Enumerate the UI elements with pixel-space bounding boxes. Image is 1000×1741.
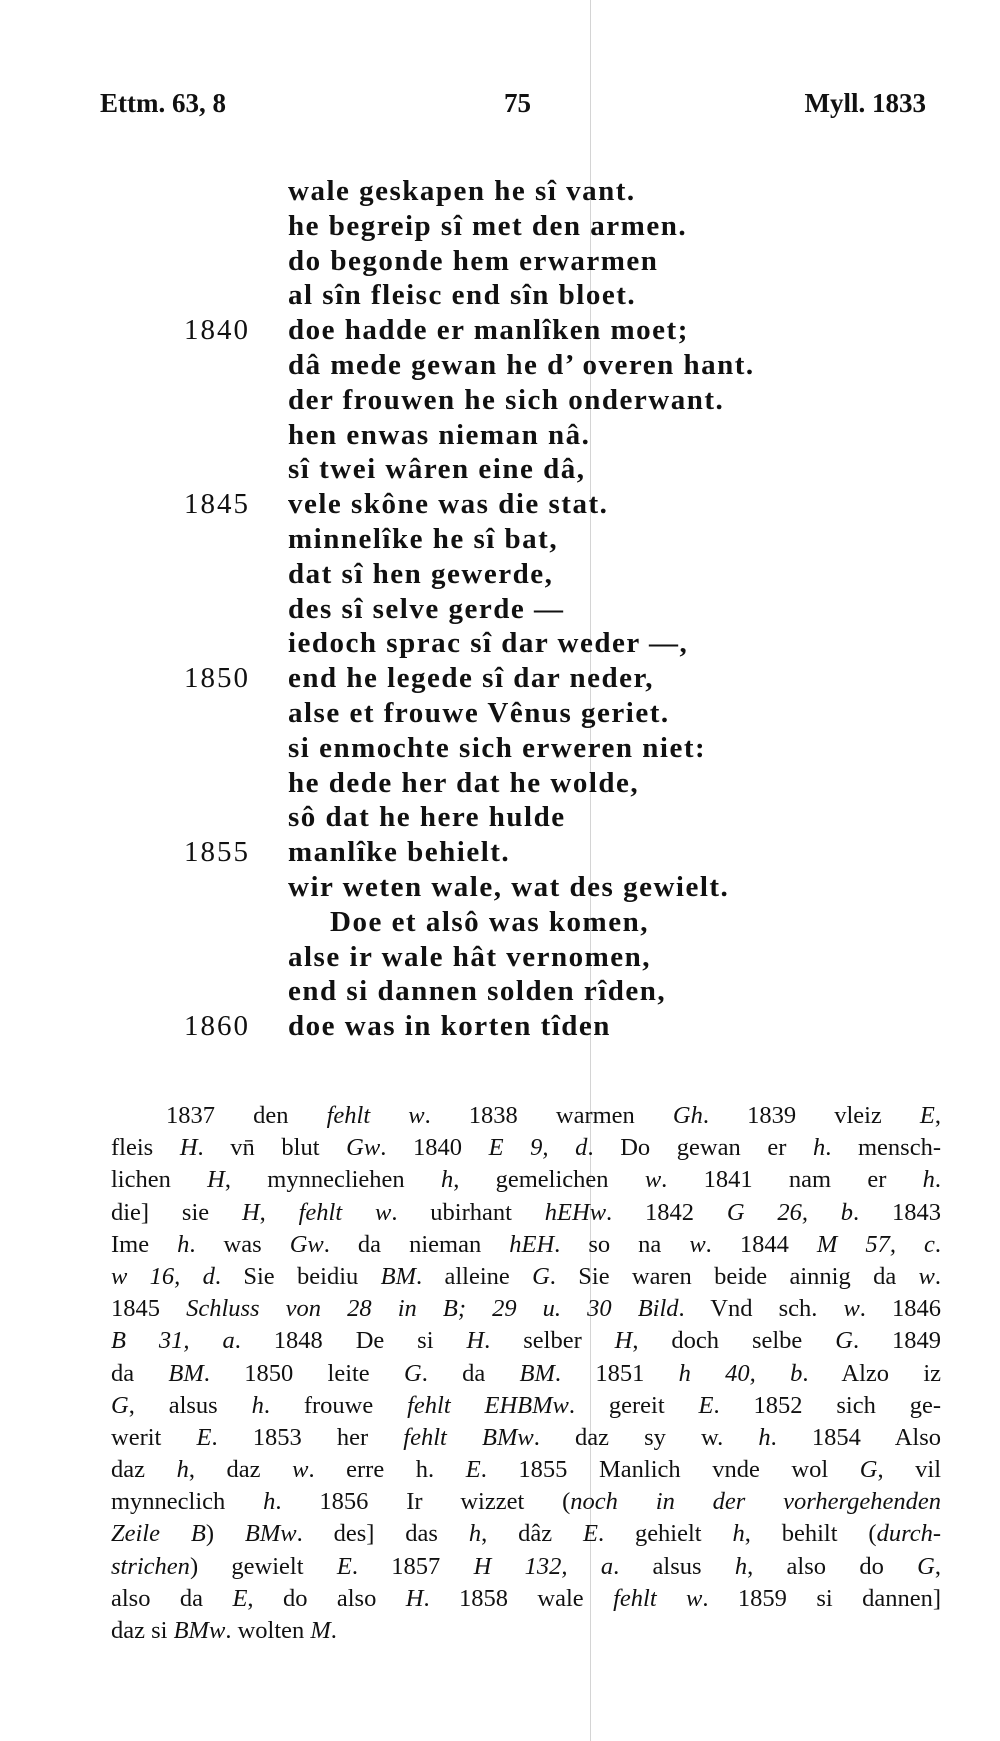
apparatus-text-run: . alleine <box>415 1262 533 1290</box>
verse-line-text: end si dannen solden rîden, <box>288 975 667 1008</box>
verse-line-text: si enmochte sich erweren niet: <box>288 731 707 764</box>
header-left-reference: Ettm. 63, 8 <box>100 88 226 118</box>
apparatus-text-run: . wolten <box>225 1617 311 1644</box>
verse-text <box>0 174 1000 1044</box>
apparatus-text-run: , <box>934 1102 942 1129</box>
apparatus-italic-run: Gh <box>672 1102 703 1129</box>
apparatus-text-run: . selber <box>484 1327 615 1355</box>
verse-line-text: wale geskapen he sî vant. <box>288 175 636 207</box>
verse-line-text: des sî selve gerde — <box>288 592 565 625</box>
apparatus-text-run: . 1843 <box>853 1198 941 1226</box>
verse-line-text: do begonde hem erwarmen <box>288 244 659 277</box>
apparatus-text-run: . <box>934 1262 942 1290</box>
apparatus-text-run: . Sie waren beide ainnig da <box>549 1262 919 1290</box>
apparatus-italic-run: hEH <box>509 1230 555 1258</box>
apparatus-text-run: . mensch- <box>825 1134 942 1162</box>
verse-line <box>0 348 1000 383</box>
apparatus-italic-run: strichen <box>111 1552 190 1580</box>
apparatus-italic-run: BM <box>168 1359 204 1387</box>
apparatus-text-run: ) <box>205 1520 245 1548</box>
apparatus-italic-run: M 57, c <box>816 1230 935 1258</box>
apparatus-text-run: , dâz <box>481 1520 583 1548</box>
apparatus-text-run: . 1858 wale <box>423 1584 614 1612</box>
apparatus-text-run: , <box>934 1552 941 1580</box>
apparatus-italic-run: fehlt w <box>613 1584 703 1612</box>
verse-line-text: der frouwen he sich onderwant. <box>288 383 725 416</box>
apparatus-line <box>111 1390 941 1422</box>
verse-line <box>0 487 1000 522</box>
apparatus-italic-run: fehlt EHBMw <box>407 1391 569 1419</box>
apparatus-italic-run: B 31, a <box>111 1327 235 1355</box>
apparatus-text-run: . erre h. <box>308 1456 466 1484</box>
apparatus-text-run: . frouwe <box>263 1391 408 1419</box>
apparatus-line <box>111 1583 941 1615</box>
apparatus-italic-run: h <box>758 1423 771 1451</box>
apparatus-italic-run: H <box>405 1584 424 1612</box>
apparatus-italic-run: w 16, d <box>111 1262 215 1290</box>
apparatus-italic-run: E <box>919 1102 935 1129</box>
apparatus-italic-run: G 26, b <box>726 1198 854 1226</box>
apparatus-italic-run: G <box>532 1262 550 1290</box>
apparatus-text-run: . 1849 <box>852 1327 942 1355</box>
apparatus-italic-run: h 40, b <box>678 1359 803 1387</box>
verse-line <box>0 209 1000 244</box>
apparatus-text-run: , vil <box>877 1456 941 1484</box>
apparatus-italic-run: H <box>207 1166 225 1194</box>
verse-line-number: 1850 <box>184 662 250 695</box>
apparatus-line <box>111 1261 941 1293</box>
verse-line-text: doe hadde er manlîken moet; <box>288 314 689 347</box>
verse-line <box>0 522 1000 557</box>
apparatus-text-run: , gemelichen <box>453 1166 645 1194</box>
apparatus-italic-run: fehlt w <box>298 1198 392 1226</box>
verse-line <box>0 940 1000 975</box>
apparatus-line <box>111 1615 941 1647</box>
apparatus-text-run: . da nieman <box>323 1230 510 1258</box>
apparatus-text-run: . 1856 Ir wizzet ( <box>275 1488 571 1516</box>
apparatus-text-run: fleis <box>111 1134 180 1162</box>
verse-line-text: al sîn fleisc end sîn bloet. <box>288 279 637 312</box>
apparatus-text-run: also da <box>111 1584 233 1612</box>
running-header <box>100 88 926 128</box>
verse-line-text: iedoch sprac sî dar weder —, <box>288 627 689 660</box>
verse-line <box>0 870 1000 905</box>
critical-apparatus <box>111 1100 941 1647</box>
apparatus-text-run: . 1838 warmen <box>424 1102 673 1129</box>
apparatus-text-run: mynneclich <box>111 1488 264 1516</box>
apparatus-italic-run: G <box>403 1359 422 1387</box>
apparatus-text-run: da <box>111 1359 169 1387</box>
apparatus-italic-run: Gw <box>346 1134 381 1162</box>
apparatus-line <box>111 1132 941 1164</box>
apparatus-text-run: . Alzo iz <box>802 1359 942 1387</box>
apparatus-text-run: , mynnecliehen <box>224 1166 441 1194</box>
apparatus-italic-run: w <box>644 1166 662 1194</box>
apparatus-italic-run: H <box>614 1327 633 1355</box>
apparatus-line <box>111 1422 941 1454</box>
apparatus-text-run: . 1854 Also <box>770 1423 941 1451</box>
verse-line-text: doe was in korten tîden <box>288 1010 611 1043</box>
apparatus-text-run: 1837 den <box>166 1102 327 1129</box>
apparatus-text-run: . <box>330 1617 337 1644</box>
apparatus-italic-run: h <box>732 1520 745 1548</box>
verse-line-text: minnelîke he sî bat, <box>288 522 559 555</box>
verse-line-text: he begreip sî met den armen. <box>288 209 688 242</box>
apparatus-italic-run: H <box>241 1198 260 1226</box>
verse-line-text: end he legede sî dar neder, <box>288 662 654 695</box>
verse-line <box>0 731 1000 766</box>
apparatus-italic-run: durch- <box>876 1520 941 1548</box>
apparatus-italic-run: E 9, d <box>488 1134 588 1162</box>
apparatus-line <box>111 1293 941 1325</box>
verse-line-text: dat sî hen gewerde, <box>288 557 554 590</box>
page-number: 75 <box>504 88 531 118</box>
verse-line-text: hen enwas nieman nâ. <box>288 418 591 451</box>
apparatus-italic-run: h <box>176 1456 189 1484</box>
apparatus-text-run: . <box>934 1166 942 1194</box>
apparatus-italic-run: BM <box>380 1262 416 1290</box>
apparatus-italic-run: BM <box>519 1359 555 1387</box>
apparatus-italic-run: h <box>177 1230 190 1258</box>
apparatus-text-run: . Vnd sch. <box>678 1295 844 1323</box>
apparatus-italic-run: h <box>813 1134 826 1162</box>
apparatus-text-run: 1845 <box>111 1295 187 1323</box>
apparatus-italic-run: E <box>698 1391 714 1419</box>
verse-line <box>0 626 1000 661</box>
apparatus-line <box>111 1358 941 1390</box>
apparatus-text-run: . 1841 nam er <box>661 1166 923 1194</box>
apparatus-italic-run: H 132, a <box>473 1552 614 1580</box>
apparatus-italic-run: M <box>310 1617 331 1644</box>
apparatus-italic-run: h <box>440 1166 454 1194</box>
verse-line-text: sô dat he here hulde <box>288 801 566 834</box>
apparatus-text-run: . 1842 <box>606 1198 727 1226</box>
verse-line <box>0 661 1000 696</box>
apparatus-italic-run: G <box>917 1552 935 1580</box>
apparatus-text-run: daz <box>111 1456 177 1484</box>
verse-line <box>0 696 1000 731</box>
apparatus-text-run: . 1851 <box>554 1359 679 1387</box>
verse-line-text: sî twei wâren eine dâ, <box>288 453 586 486</box>
apparatus-italic-run: H <box>179 1134 198 1162</box>
apparatus-italic-run: w <box>843 1295 860 1323</box>
apparatus-text-run: , doch selbe <box>632 1327 836 1355</box>
apparatus-italic-run: BMw <box>244 1520 297 1548</box>
verse-line <box>0 800 1000 835</box>
apparatus-text-run: . 1840 <box>380 1134 489 1162</box>
apparatus-italic-run: Zeile B <box>111 1520 206 1548</box>
apparatus-italic-run: h <box>263 1488 276 1516</box>
apparatus-italic-run: hEHw <box>544 1198 607 1226</box>
apparatus-italic-run: noch in der vorhergehenden <box>570 1488 942 1516</box>
apparatus-text-run: daz si <box>111 1617 174 1644</box>
verse-line <box>0 766 1000 801</box>
apparatus-line <box>111 1229 941 1261</box>
apparatus-text-run: . Sie beidiu <box>214 1262 381 1290</box>
verse-line-text: he dede her dat he wolde, <box>288 766 640 799</box>
apparatus-line <box>111 1551 941 1583</box>
verse-line <box>0 452 1000 487</box>
apparatus-text-run: . Do gewan er <box>587 1134 813 1162</box>
apparatus-italic-run: h <box>468 1520 482 1548</box>
apparatus-italic-run: w <box>918 1262 935 1290</box>
verse-line-text: wir weten wale, wat des gewielt. <box>288 870 730 903</box>
apparatus-italic-run: w <box>689 1230 706 1258</box>
apparatus-line <box>111 1164 941 1196</box>
apparatus-text-run: . 1852 sich ge- <box>713 1391 942 1419</box>
apparatus-italic-run: E <box>465 1456 481 1484</box>
apparatus-italic-run: h <box>251 1391 264 1419</box>
apparatus-line <box>111 1197 941 1229</box>
apparatus-text-run: . daz sy w. <box>533 1423 759 1451</box>
apparatus-line <box>111 1518 941 1550</box>
apparatus-text-run: . so na <box>554 1230 690 1258</box>
apparatus-text-run: . 1855 Manlich vnde wol <box>480 1456 860 1484</box>
apparatus-italic-run: E <box>196 1423 212 1451</box>
apparatus-text-run: . gereit <box>568 1391 699 1419</box>
apparatus-text-run: . 1848 De si <box>234 1327 467 1355</box>
header-right-reference: Myll. 1833 <box>804 88 926 118</box>
apparatus-text-run: , daz <box>188 1456 293 1484</box>
apparatus-text-run: . 1853 her <box>211 1423 404 1451</box>
apparatus-text-run: , do also <box>247 1584 406 1612</box>
apparatus-italic-run: E <box>336 1552 352 1580</box>
verse-line <box>0 905 1000 940</box>
apparatus-text-run: . was <box>189 1230 290 1258</box>
verse-line-number: 1840 <box>184 314 250 347</box>
apparatus-text-run: . des] das <box>296 1520 469 1548</box>
apparatus-text-run: . <box>934 1230 941 1258</box>
verse-line-text: Doe et alsô was komen, <box>330 905 649 938</box>
apparatus-line <box>111 1454 941 1486</box>
apparatus-text-run: , alsus <box>128 1391 252 1419</box>
verse-line <box>0 383 1000 418</box>
apparatus-text-run: lichen <box>111 1166 208 1194</box>
apparatus-text-run: . 1859 si dannen] <box>702 1584 942 1612</box>
apparatus-italic-run: w <box>292 1456 309 1484</box>
apparatus-text-run: , behilt ( <box>744 1520 877 1548</box>
apparatus-text-run: . ubirhant <box>391 1198 545 1226</box>
verse-line-number: 1860 <box>184 1010 250 1043</box>
apparatus-text-run: , also do <box>747 1552 918 1580</box>
verse-line <box>0 974 1000 1009</box>
apparatus-italic-run: G <box>835 1327 853 1355</box>
apparatus-italic-run: E <box>582 1520 598 1548</box>
apparatus-text-run: Ime <box>111 1230 178 1258</box>
verse-line <box>0 278 1000 313</box>
verse-line-text: vele skône was die stat. <box>288 488 609 521</box>
apparatus-italic-run: h <box>734 1552 748 1580</box>
verse-line <box>0 557 1000 592</box>
verse-line <box>0 835 1000 870</box>
apparatus-italic-run: Gw <box>289 1230 324 1258</box>
verse-line-number: 1845 <box>184 488 250 521</box>
apparatus-italic-run: G <box>111 1391 129 1419</box>
verse-line <box>0 418 1000 453</box>
apparatus-text-run: werit <box>111 1423 197 1451</box>
verse-line <box>0 313 1000 348</box>
verse-line <box>0 592 1000 627</box>
apparatus-italic-run: BMw <box>173 1617 226 1644</box>
apparatus-text-run: ) gewielt <box>189 1552 337 1580</box>
apparatus-text-run: . da <box>421 1359 520 1387</box>
verse-line-text: dâ mede gewan he d’ overen hant. <box>288 348 755 381</box>
verse-line <box>0 174 1000 209</box>
apparatus-italic-run: h <box>922 1166 935 1194</box>
apparatus-text-run: . 1844 <box>705 1230 817 1258</box>
verse-line-number: 1855 <box>184 836 250 869</box>
verse-line <box>0 1009 1000 1044</box>
apparatus-line <box>111 1325 941 1357</box>
verse-line <box>0 244 1000 279</box>
apparatus-text-run: die] sie <box>111 1198 242 1226</box>
apparatus-italic-run: E <box>232 1584 248 1612</box>
apparatus-italic-run: Schluss von 28 in B; 29 u. 30 Bild <box>186 1295 679 1323</box>
verse-line-text: alse ir wale hât vernomen, <box>288 940 652 973</box>
verse-line-text: manlîke behielt. <box>288 836 511 869</box>
apparatus-line <box>111 1100 941 1132</box>
apparatus-text-run: . 1850 leite <box>203 1359 404 1387</box>
apparatus-text-run: . 1846 <box>859 1295 942 1323</box>
apparatus-line <box>111 1486 941 1518</box>
apparatus-italic-run: fehlt w <box>326 1102 425 1129</box>
apparatus-text-run: . 1839 vleiz <box>702 1102 920 1129</box>
apparatus-italic-run: fehlt BMw <box>403 1423 534 1451</box>
apparatus-italic-run: H <box>466 1327 485 1355</box>
apparatus-italic-run: G <box>859 1456 878 1484</box>
apparatus-text-run: . vn̄ blut <box>197 1134 347 1162</box>
apparatus-text-run: . 1857 <box>351 1552 474 1580</box>
apparatus-text-run: . gehielt <box>597 1520 733 1548</box>
apparatus-text-run: . alsus <box>613 1552 735 1580</box>
verse-line-text: alse et frouwe Vênus geriet. <box>288 696 670 729</box>
apparatus-text-run: , <box>259 1198 299 1226</box>
